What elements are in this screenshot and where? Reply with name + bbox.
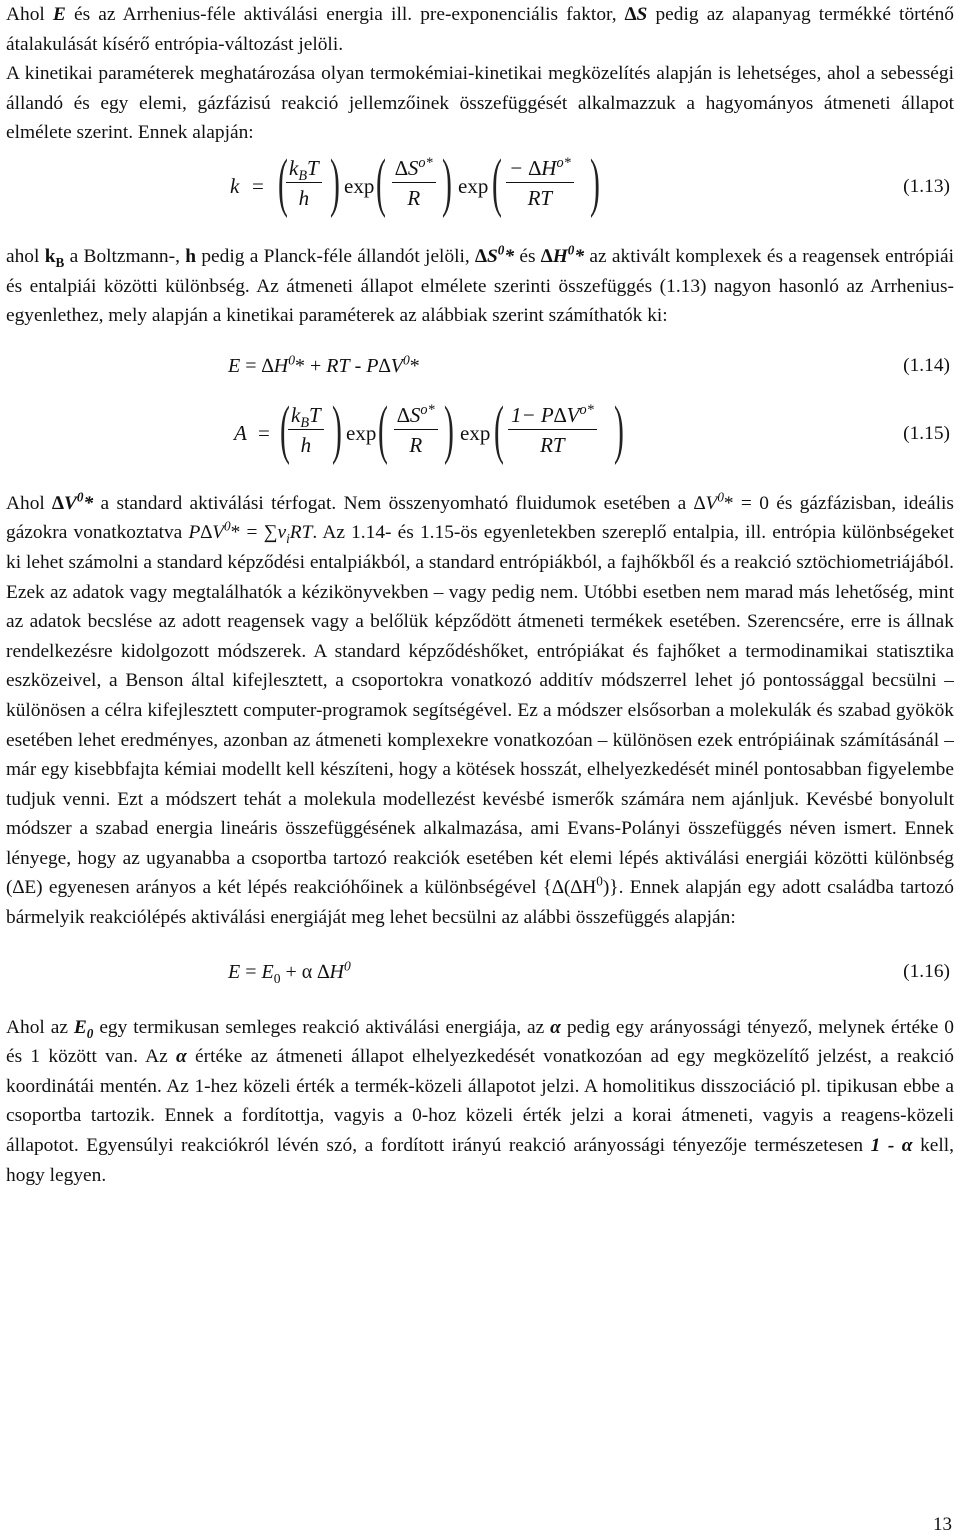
exp-label: exp: [344, 173, 375, 198]
equation-number: (1.16): [903, 960, 950, 982]
paragraph-5: Ahol az $E_0$ egy termikusan semleges reakció aktiválási energiája, az α pedig egy arányossági tényező, melynek értéke 0 és 1 között van. Az α értéke az átmeneti állapot elhelyezkedését vonatkozóan ad egy megközelítő jelzést, a reakció koordinátái mentén. Az 1-hez közeli érték a termék-közeli állapotot jelzi. A homolitikus disszociáció pl. tipikusan ebbe a csoportba tartozik. Ennek a fordítottja, vagyis a 0-hoz közeli érték jelzi a korai átmeneti, vagyis a reagens-közeli állapotot. Egyensúlyi reakciókról lévén szó, a fordított irányú reakció arányossági tényezője természetesen 1 - α kell, hogy legyen.: [6, 1016, 955, 1186]
fraction-PdV-RT: $\frac{1- P\Delta V^{o*}}{RT}$: [508, 403, 597, 458]
paren-right: ): [444, 392, 454, 466]
eq-equals: =: [258, 420, 270, 445]
paren-right: ): [330, 145, 340, 219]
paragraph-3: ahol $k_B$ a Boltzmann-, h pedig a Planck-féle állandót jelöli, $\Delta S^0*$ és $\Delta H^0*$ az aktivált komplexek és a reagensek entrópiái és entalpiái közötti különbség. Az átmeneti állapot elmélete szerinti összefüggés (1.13) nagyon hasonló az Arrhenius-egyenlethez, mely alapján a kinetikai paraméterek az alábbiak szerint számíthatók ki:: [6, 242, 954, 327]
paren-right: ): [590, 145, 600, 219]
symbol-alpha: α: [550, 1016, 561, 1038]
paragraph-1: [6, 0, 954, 59]
paren-left: (: [492, 145, 502, 219]
paren-left: (: [376, 145, 386, 219]
symbol-kB: k: [44, 245, 56, 267]
paren-right: ): [614, 392, 624, 466]
eq-1-14-body: $E = \Delta H^0*$ + RT - $P\Delta V^0*$: [228, 352, 420, 377]
paragraph-2: A kinetikai paraméterek meghatározása olyan termokémiai-kinetikai megközelítés alapján is lehetséges, ahol a sebességi állandó és egy elemi, gázfázisú reakció jellemzőinek összefüggését alkalmazzuk a hagyományos átmeneti állapot elmélete szerint. Ennek alapján:: [6, 63, 954, 144]
symbol-h: h: [185, 245, 197, 267]
fraction-dH-RT: $\frac{- \Delta H^{o*}}{RT}$: [506, 156, 574, 211]
eq-lhs-k: k: [230, 173, 240, 198]
symbol-E: E: [52, 4, 66, 25]
paren-left: (: [280, 392, 290, 466]
symbol-delta-S: ∆S: [624, 4, 648, 25]
equation-1-15: [6, 392, 954, 481]
paren-left: (: [378, 392, 388, 466]
text: és az Arrhenius-féle aktiválási energia ill. pre-exponenciális faktor,: [74, 4, 625, 25]
document-page: [6, 0, 954, 1190]
eq-1-16-body: $E = E_0 + \alpha$ $\Delta H^0$: [228, 958, 351, 986]
equation-1-13: [6, 145, 954, 234]
exp-label: exp: [460, 420, 491, 445]
text: Ahol: [6, 4, 53, 25]
equation-1-16: [6, 945, 954, 1007]
fraction-kbt-h: $k_BT$ h: [288, 403, 324, 458]
symbol-one-minus-alpha: 1 - α: [870, 1135, 913, 1157]
text: pedig az alapanyag termékké történő átalakulását kísérő entrópia-változást jelöli.: [6, 4, 954, 55]
fraction-dS-R: $\frac{\Delta S^{o*}}{R}$: [392, 156, 436, 211]
symbol-delta-V0: ∆V: [52, 492, 77, 514]
paren-right: ): [332, 392, 342, 466]
eq-lhs-A: A: [234, 420, 247, 445]
fraction-dS-R: $\frac{\Delta S^{o*}}{R}$: [394, 403, 438, 458]
equation-number: (1.13): [903, 175, 950, 197]
exp-label: exp: [458, 173, 489, 198]
paren-left: (: [494, 392, 504, 466]
paren-right: ): [442, 145, 452, 219]
equation-number: (1.15): [903, 422, 950, 444]
paragraph-4: Ahol $\Delta V^0*$ a standard aktiválási térfogat. Nem összenyomható fluidumok esetében a $\Delta V^0* = 0$ és gázfázisban, ideális gázokra vonatkoztatva $P\Delta V^0* = \sum v_iRT$. Az 1.14- és 1.15-ös egyenletekben szereplő entalpia, ill. entrópia különbségeket ki lehet számolni a standard képződési entalpiákból, a standard entrópiákból, a fajhőkből és a reakció sztöchiometriájából. Ezek az adatok vagy megtalálhatók a kézikönyvekben – vagy pedig nem. Utóbbi esetben nem marad más lehetőség, mint az adatok becslése az adott reagensek vagy a belőlük képződött átmeneti termékek esetében. Szerencsére, erre is állnak rendelkezésre kidolgozott módszerek. A standard képződéshőket, entrópiákat és fajhőket a termodinamikai statisztika eszközeivel, a Benson által kifejlesztett, a csoportokra vonatkozó additív módszerrel lehet jó pontossággal becsülni – különösen a célra kifejlesztett computer-programok segítségével. Ez a módszer elsősorban a molekulák és szabad gyökök esetében lehet eredményes, azonban az átmeneti komplexekre vonatkozóan – különösen ezek entrópiáinak számításánál – már egy kisebbfajta kémiai modellt kell készíteni, hogy a kötések hosszát, elhelyezkedését minél pontosabban figyelembe tudjuk venni. Ezt a módszert tehát a molekula modellezést kevésbé ismerők számára nem ajánljuk. Kevésbé bonyolult módszer a szabad energia lineáris összefüggésének alkalmazása, ami Evans-Polányi összefüggés néven ismert. Ennek lényege, hogy az ugyanabba a csoportba tartozó reakciók esetében két elemi lépés aktiválási energiái közötti különbség (∆E) egyenesen arányos a két lépés reakcióhőinek a különbségével $\{\Delta(\Delta H^0)\}$. Ennek alapján egy adott családba tartozó bármelyik reakciólépés aktiválási energiáját meg lehet becsülni az alábbi összefüggés alapján:: [6, 489, 954, 929]
symbol-alpha: α: [176, 1046, 187, 1068]
symbol-delta-H0: ∆H: [540, 245, 568, 267]
symbol-delta-S0: ∆S: [475, 245, 498, 267]
eq-equals: =: [252, 173, 264, 198]
fraction-kbt-h: $k_BT$ h: [286, 156, 322, 211]
symbol-E0: E: [73, 1016, 87, 1038]
equation-number: (1.14): [903, 354, 950, 376]
equation-1-14: [6, 345, 954, 395]
page-number: 13: [933, 1514, 952, 1535]
exp-label: exp: [346, 420, 377, 445]
paren-left: (: [278, 145, 288, 219]
